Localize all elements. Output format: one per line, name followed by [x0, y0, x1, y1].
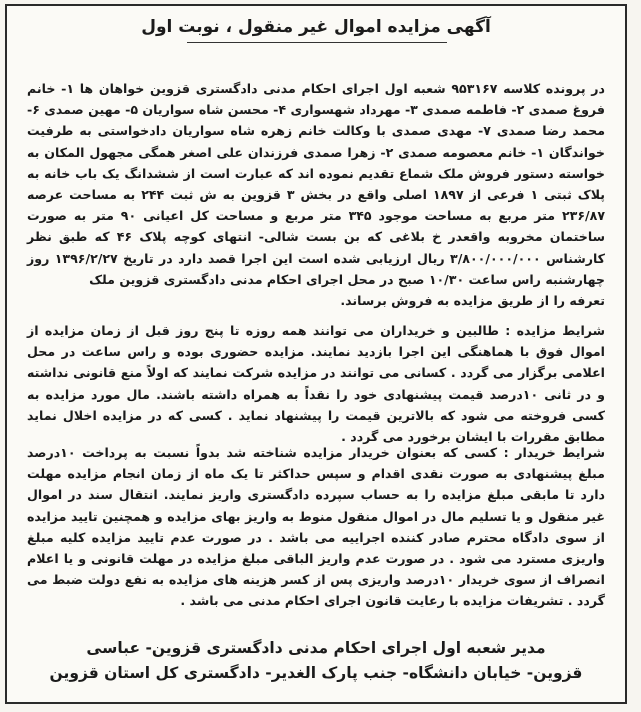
buyer-terms: شرایط خریدار : کسی که بعنوان خریدار مزایده شناخته شد بدواً نسبت به پرداخت ۱۰درصد مبلغ پیشنهادی به صورت نقدی اقدام و سپس حداکثر تا یک ماه از زمان انجام مزایده مهلت دارد تا مابقی مبلغ مزایده را به حساب سپرده دادگستری واریز نمایند. انتقال سند در اموال غیر منقول و یا تسلیم مال در اموال منقول منوط به واریز بهای مزایده و همچنین تایید مزایده از سوی دادگاه محترم صادر کننده اجراییه می باشد . در صورت عدم تایید مزایده کلیه مبلغ واریزی مسترد می شود . در صورت عدم واریز الباقی مبلغ مزایده در مهلت قانونی و یا اعلام انصراف از سوی خریدار ۱۰درصد واریزی پس از کسر هزینه های مزایده به نفع دولت ضبط می گردد . تشریفات مزایده با رعایت قانون اجرای احکام مدنی می باشد .: [27, 445, 605, 609]
signature-line-1: مدیر شعبه اول اجرای احکام مدنی دادگستری قزوین- عباسی: [86, 639, 546, 657]
signature-line-2: قزوین- خیابان دانشگاه- جنب پارک الغدیر- دادگستری کل استان قزوین: [49, 664, 583, 682]
notice-frame: [5, 4, 627, 704]
auction-terms: شرایط مزایده : طالبین و خریداران می توانند همه روزه تا پنج روز قبل از زمان مزایده از اموال فوق با هماهنگی این اجرا بازدید نمایند. مزایده حضوری بوده و راس ساعت در محل اعلامی برگزار می گردد . کسانی می توانند در مزایده شرکت نمایند که اولاً منع قانونی نداشته و در ثانی ۱۰درصد قیمت پیشنهادی خود را نقداً به همراه داشته باشند. مال مورد مزایده به کسی فروخته می شود که بالاترین قیمت را پیشنهاد نماید . کسی که در مزایده اخلال نماید مطابق مقررات با ایشان برخورد می گردد .: [27, 323, 605, 445]
title-underline: [187, 42, 447, 43]
notice-title: آگهی مزایده اموال غیر منقول ، نوبت اول: [141, 17, 491, 37]
case-description-last-line: تعرفه را از طریق مزایده به فروش برساند.: [340, 293, 605, 309]
case-description: [27, 78, 605, 311]
case-description-text: در پرونده کلاسه ۹۵۳۱۶۷ شعبه اول اجرای احکام مدنی دادگستری قزوین خواهان ها ۱- خانم فروغ صمدی ۲- فاطمه صمدی ۳- مهرداد شهسواری ۴- محسن شاه سواریان ۵- مهین صمدی ۶- محمد رضا صمدی ۷- مهدی صمدی با وکالت خانم زهره شاه سواریان دادخواستی به طرفیت خواندگان ۱- خانم معصومه صمدی ۲- زهرا صمدی فرزندان علی اصغر همگی مجهول المکان به خواسته دستور فروش ملک شماع تقدیم نموده اند که عبارت است از ششدانگ یک باب خانه به پلاک ثبتی ۱ فرعی از ۱۸۹۷ اصلی واقع در بخش ۳ قزوین به ش ثبت ۲۴۴ به مساحت عرصه ۲۳۶/۸۷ متر مربع به مساحت موجود ۳۴۵ متر مربع و مساحت کل اعیانی ۹۰ متر به صورت ساختمان مخروبه واقعدر خ بلاغی که بن بست شالی- انتهای کوچه پلاک ۴۶ که طبق نظر کارشناس ۳/۸۰۰/۰۰۰/۰۰۰ ریال ارزیابی شده است این اجرا قصد دارد در تاریخ ۱۳۹۶/۲/۲۷ روز چهارشنبه راس ساعت ۱۰/۳۰ صبح در محل اجرای احکام مدنی دادگستری قزوین ملک: [26, 81, 606, 287]
